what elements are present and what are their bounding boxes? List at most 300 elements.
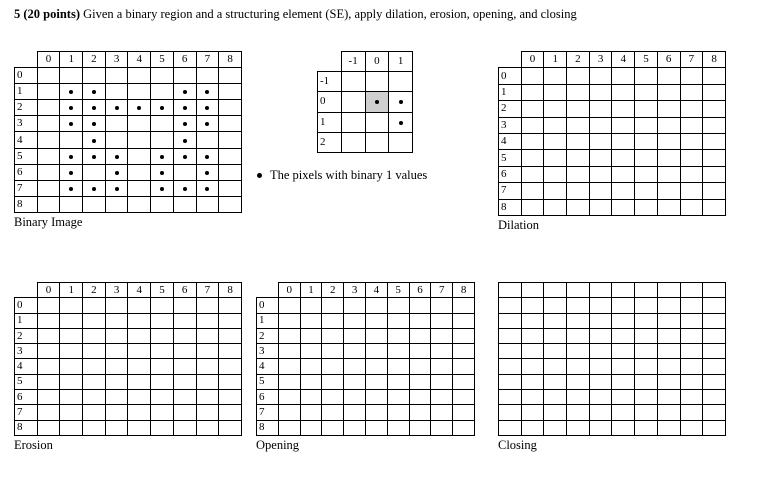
grid-cell [151, 196, 174, 212]
grid-row [15, 359, 242, 374]
pixel-one-dot [160, 106, 164, 110]
grid-cell [128, 420, 151, 435]
grid-cell [389, 132, 413, 152]
grid-cell [151, 405, 174, 420]
grid-cell [219, 84, 242, 100]
grid-cell [300, 313, 322, 328]
grid-cell [635, 133, 658, 149]
header-row [499, 283, 726, 298]
grid-cell [680, 359, 703, 374]
pixel-one-dot [183, 187, 187, 191]
grid-cell [365, 92, 389, 112]
grid-cell [83, 132, 106, 148]
grid-cell [453, 405, 475, 420]
grid-cell [37, 68, 60, 84]
grid-cell [635, 150, 658, 166]
grid-row [15, 116, 242, 132]
grid-cell [60, 100, 83, 116]
grid-cell [105, 328, 128, 343]
grid-cell [635, 359, 658, 374]
grid-cell [219, 148, 242, 164]
grid-cell [196, 390, 219, 405]
grid-cell [344, 359, 366, 374]
grid-cell [322, 298, 344, 313]
grid-cell [589, 117, 612, 133]
grid-cell [128, 344, 151, 359]
grid-cell [635, 405, 658, 420]
row-header: 5 [257, 374, 279, 389]
grid-row [257, 313, 475, 328]
grid-cell [365, 328, 387, 343]
grid-cell [105, 84, 128, 100]
problem-text: Given a binary region and a structuring element (SE), apply dilation, erosion, opening, and closing [79, 7, 577, 21]
grid-cell [196, 344, 219, 359]
pixel-one-dot [399, 121, 403, 125]
grid-cell [657, 150, 680, 166]
grid-cell [680, 150, 703, 166]
grid-cell [60, 148, 83, 164]
grid-cell [37, 374, 60, 389]
grid-cell [37, 148, 60, 164]
grid-row [499, 374, 726, 389]
pixel-one-dot [205, 155, 209, 159]
dilation-label: Dilation [498, 218, 539, 232]
grid-cell [521, 328, 544, 343]
grid-cell [680, 344, 703, 359]
row-header: 2 [15, 328, 38, 343]
grid-row [499, 359, 726, 374]
grid-row [15, 344, 242, 359]
grid-row [499, 117, 726, 133]
grid-cell [151, 390, 174, 405]
grid-row [257, 344, 475, 359]
grid-cell [635, 199, 658, 215]
grid-cell [37, 180, 60, 196]
pixel-one-dot [92, 122, 96, 126]
grid-cell [703, 420, 726, 435]
grid-cell [635, 84, 658, 100]
grid-cell [521, 68, 544, 84]
grid-cell [173, 84, 196, 100]
grid-row [499, 390, 726, 405]
grid-cell [37, 100, 60, 116]
column-header: 0 [521, 52, 544, 68]
legend-note [257, 168, 427, 183]
row-header: 8 [15, 420, 38, 435]
bullet-icon [257, 173, 262, 178]
grid-cell [544, 359, 567, 374]
column-header: -1 [341, 52, 365, 72]
grid-cell [544, 117, 567, 133]
grid-cell [409, 390, 431, 405]
grid-cell [409, 374, 431, 389]
grid-cell [431, 344, 453, 359]
grid-cell [344, 298, 366, 313]
grid-cell [128, 116, 151, 132]
grid-cell [128, 359, 151, 374]
grid-cell [431, 374, 453, 389]
pixel-one-dot [160, 171, 164, 175]
grid-row [15, 148, 242, 164]
grid-cell [60, 420, 83, 435]
pixel-one-dot [92, 90, 96, 94]
grid-cell [322, 390, 344, 405]
grid-row [318, 72, 413, 92]
grid-cell [431, 328, 453, 343]
grid-cell [219, 298, 242, 313]
row-header: 3 [15, 116, 38, 132]
grid-row [499, 166, 726, 182]
grid-cell [612, 84, 635, 100]
column-header [612, 283, 635, 298]
grid-cell [196, 196, 219, 212]
pixel-one-dot [115, 171, 119, 175]
pixel-one-dot [115, 155, 119, 159]
row-header: 0 [318, 92, 342, 112]
pixel-one-dot [183, 122, 187, 126]
column-header: 4 [612, 52, 635, 68]
grid-cell [105, 196, 128, 212]
grid-cell [521, 101, 544, 117]
row-header: 1 [15, 84, 38, 100]
grid-cell [657, 101, 680, 117]
grid-cell [151, 420, 174, 435]
grid-cell [151, 180, 174, 196]
grid-cell [612, 374, 635, 389]
row-header [499, 313, 522, 328]
grid-cell [635, 166, 658, 182]
grid-cell [278, 390, 300, 405]
grid-cell [128, 100, 151, 116]
grid-cell [703, 298, 726, 313]
grid-cell [105, 132, 128, 148]
column-header: 0 [37, 283, 60, 298]
grid-cell [60, 359, 83, 374]
grid-cell [105, 100, 128, 116]
problem-title [14, 7, 577, 22]
grid-cell [387, 420, 409, 435]
grid-cell [300, 374, 322, 389]
grid-cell [300, 390, 322, 405]
grid-cell [128, 328, 151, 343]
grid-cell [409, 405, 431, 420]
grid-cell [657, 313, 680, 328]
grid-cell [196, 84, 219, 100]
grid-cell [83, 100, 106, 116]
grid-cell [387, 390, 409, 405]
grid-cell [60, 298, 83, 313]
closing-label: Closing [498, 438, 537, 452]
grid-cell [105, 298, 128, 313]
grid-row [257, 374, 475, 389]
grid-cell [322, 405, 344, 420]
grid-cell [387, 374, 409, 389]
grid-cell [365, 112, 389, 132]
grid-cell [151, 116, 174, 132]
grid-cell [589, 183, 612, 199]
grid-cell [453, 298, 475, 313]
column-header [521, 283, 544, 298]
row-header: 1 [257, 313, 279, 328]
grid-cell [703, 328, 726, 343]
grid-cell [344, 313, 366, 328]
grid-cell [105, 116, 128, 132]
grid-cell [37, 84, 60, 100]
grid-cell [60, 374, 83, 389]
grid-cell [431, 313, 453, 328]
grid-cell [219, 359, 242, 374]
grid-row [257, 328, 475, 343]
corner-cell [318, 52, 342, 72]
pixel-one-dot [69, 171, 73, 175]
grid-row [257, 390, 475, 405]
grid-cell [657, 117, 680, 133]
grid-cell [387, 344, 409, 359]
pixel-one-dot [69, 90, 73, 94]
grid-row [499, 183, 726, 199]
column-header: 3 [105, 52, 128, 68]
grid-cell [322, 359, 344, 374]
grid-cell [151, 68, 174, 84]
grid-cell [219, 180, 242, 196]
grid-cell [128, 374, 151, 389]
row-header [499, 374, 522, 389]
grid-cell [173, 180, 196, 196]
grid-cell [37, 298, 60, 313]
grid-cell [365, 374, 387, 389]
grid-cell [544, 313, 567, 328]
grid-cell [173, 374, 196, 389]
grid-cell [409, 420, 431, 435]
grid-cell [544, 199, 567, 215]
grid-cell [657, 199, 680, 215]
grid-cell [567, 183, 590, 199]
pixel-one-dot [69, 155, 73, 159]
grid-cell [105, 148, 128, 164]
grid-cell [173, 68, 196, 84]
grid-cell [300, 298, 322, 313]
grid-cell [219, 344, 242, 359]
grid-cell [219, 116, 242, 132]
grid-cell [567, 199, 590, 215]
grid-cell [341, 92, 365, 112]
row-header: 8 [257, 420, 279, 435]
grid-cell [521, 405, 544, 420]
grid-cell [105, 344, 128, 359]
grid-cell [680, 84, 703, 100]
grid-cell [612, 298, 635, 313]
grid-cell [196, 298, 219, 313]
grid-cell [105, 180, 128, 196]
grid-cell [431, 420, 453, 435]
grid-cell [83, 84, 106, 100]
grid-cell [703, 199, 726, 215]
column-header: 7 [431, 283, 453, 298]
grid-cell [128, 298, 151, 313]
grid-cell [173, 100, 196, 116]
grid-cell [544, 328, 567, 343]
column-header: 7 [196, 52, 219, 68]
grid-cell [344, 344, 366, 359]
grid-cell [322, 344, 344, 359]
grid-cell [344, 405, 366, 420]
grid-cell [83, 420, 106, 435]
grid-row [257, 405, 475, 420]
grid-cell [128, 390, 151, 405]
grid-cell [589, 101, 612, 117]
grid-cell [278, 405, 300, 420]
pixel-one-dot [205, 90, 209, 94]
column-header: 6 [409, 283, 431, 298]
grid-cell [196, 313, 219, 328]
column-header: 2 [567, 52, 590, 68]
row-header: 0 [499, 68, 522, 84]
grid-cell [365, 132, 389, 152]
grid-cell [60, 313, 83, 328]
grid-cell [151, 313, 174, 328]
grid-cell [83, 390, 106, 405]
row-header: 6 [257, 390, 279, 405]
grid-cell [521, 117, 544, 133]
grid-cell [589, 199, 612, 215]
grid-row [257, 420, 475, 435]
grid-cell [431, 390, 453, 405]
row-header: 2 [257, 328, 279, 343]
column-header: 6 [173, 283, 196, 298]
grid-cell [365, 313, 387, 328]
opening-grid [256, 282, 475, 436]
row-header: 5 [15, 148, 38, 164]
erosion-label: Erosion [14, 438, 53, 452]
grid-cell [567, 420, 590, 435]
grid-cell [60, 164, 83, 180]
closing-grid [498, 282, 726, 436]
corner-cell [257, 283, 279, 298]
grid-row [15, 328, 242, 343]
grid-cell [635, 68, 658, 84]
row-header: 4 [15, 132, 38, 148]
grid-cell [60, 180, 83, 196]
grid-cell [589, 150, 612, 166]
pixel-one-dot [69, 187, 73, 191]
grid-cell [83, 328, 106, 343]
grid-cell [60, 116, 83, 132]
grid-cell [703, 390, 726, 405]
grid-cell [453, 313, 475, 328]
grid-cell [278, 359, 300, 374]
header-row [257, 283, 475, 298]
grid-cell [83, 116, 106, 132]
grid-cell [128, 196, 151, 212]
grid-row [499, 68, 726, 84]
grid-cell [521, 313, 544, 328]
column-header: 5 [635, 52, 658, 68]
grid-cell [37, 420, 60, 435]
grid-cell [453, 328, 475, 343]
grid-cell [322, 420, 344, 435]
grid-cell [83, 164, 106, 180]
grid-cell [105, 405, 128, 420]
column-header [703, 283, 726, 298]
grid-cell [37, 405, 60, 420]
grid-row [15, 313, 242, 328]
grid-cell [83, 196, 106, 212]
grid-cell [612, 68, 635, 84]
grid-cell [105, 390, 128, 405]
grid-cell [196, 328, 219, 343]
grid-cell [37, 116, 60, 132]
grid-row [15, 298, 242, 313]
grid-cell [635, 390, 658, 405]
grid-cell [105, 313, 128, 328]
grid-cell [389, 112, 413, 132]
grid-cell [278, 313, 300, 328]
grid-cell [300, 344, 322, 359]
grid-cell [60, 68, 83, 84]
grid-cell [83, 374, 106, 389]
grid-cell [521, 359, 544, 374]
grid-cell [453, 420, 475, 435]
column-header: 4 [128, 52, 151, 68]
grid-cell [612, 133, 635, 149]
grid-cell [703, 166, 726, 182]
grid-cell [128, 313, 151, 328]
grid-cell [278, 344, 300, 359]
grid-cell [567, 359, 590, 374]
grid-cell [278, 328, 300, 343]
grid-row [15, 68, 242, 84]
column-header: 8 [219, 283, 242, 298]
grid-cell [657, 68, 680, 84]
grid-cell [37, 328, 60, 343]
grid-cell [657, 359, 680, 374]
row-header [499, 359, 522, 374]
grid-row [499, 313, 726, 328]
grid-cell [196, 420, 219, 435]
grid-cell [387, 405, 409, 420]
pixel-one-dot [69, 122, 73, 126]
grid-cell [173, 116, 196, 132]
grid-cell [151, 132, 174, 148]
grid-cell [196, 116, 219, 132]
grid-cell [431, 298, 453, 313]
grid-cell [612, 183, 635, 199]
pixel-one-dot [183, 139, 187, 143]
grid-cell [612, 405, 635, 420]
grid-cell [128, 68, 151, 84]
grid-cell [703, 313, 726, 328]
grid-cell [680, 133, 703, 149]
row-header [499, 298, 522, 313]
column-header: 5 [151, 283, 174, 298]
grid-cell [151, 148, 174, 164]
grid-cell [60, 132, 83, 148]
pixel-one-dot [205, 187, 209, 191]
column-header: 1 [60, 52, 83, 68]
pixel-one-dot [205, 171, 209, 175]
grid-cell [128, 164, 151, 180]
header-row [15, 52, 242, 68]
grid-row [318, 92, 413, 112]
grid-cell [196, 100, 219, 116]
row-header [499, 390, 522, 405]
grid-cell [567, 405, 590, 420]
grid-cell [128, 148, 151, 164]
grid-row [15, 180, 242, 196]
grid-cell [567, 84, 590, 100]
column-header: 0 [278, 283, 300, 298]
grid-cell [589, 374, 612, 389]
